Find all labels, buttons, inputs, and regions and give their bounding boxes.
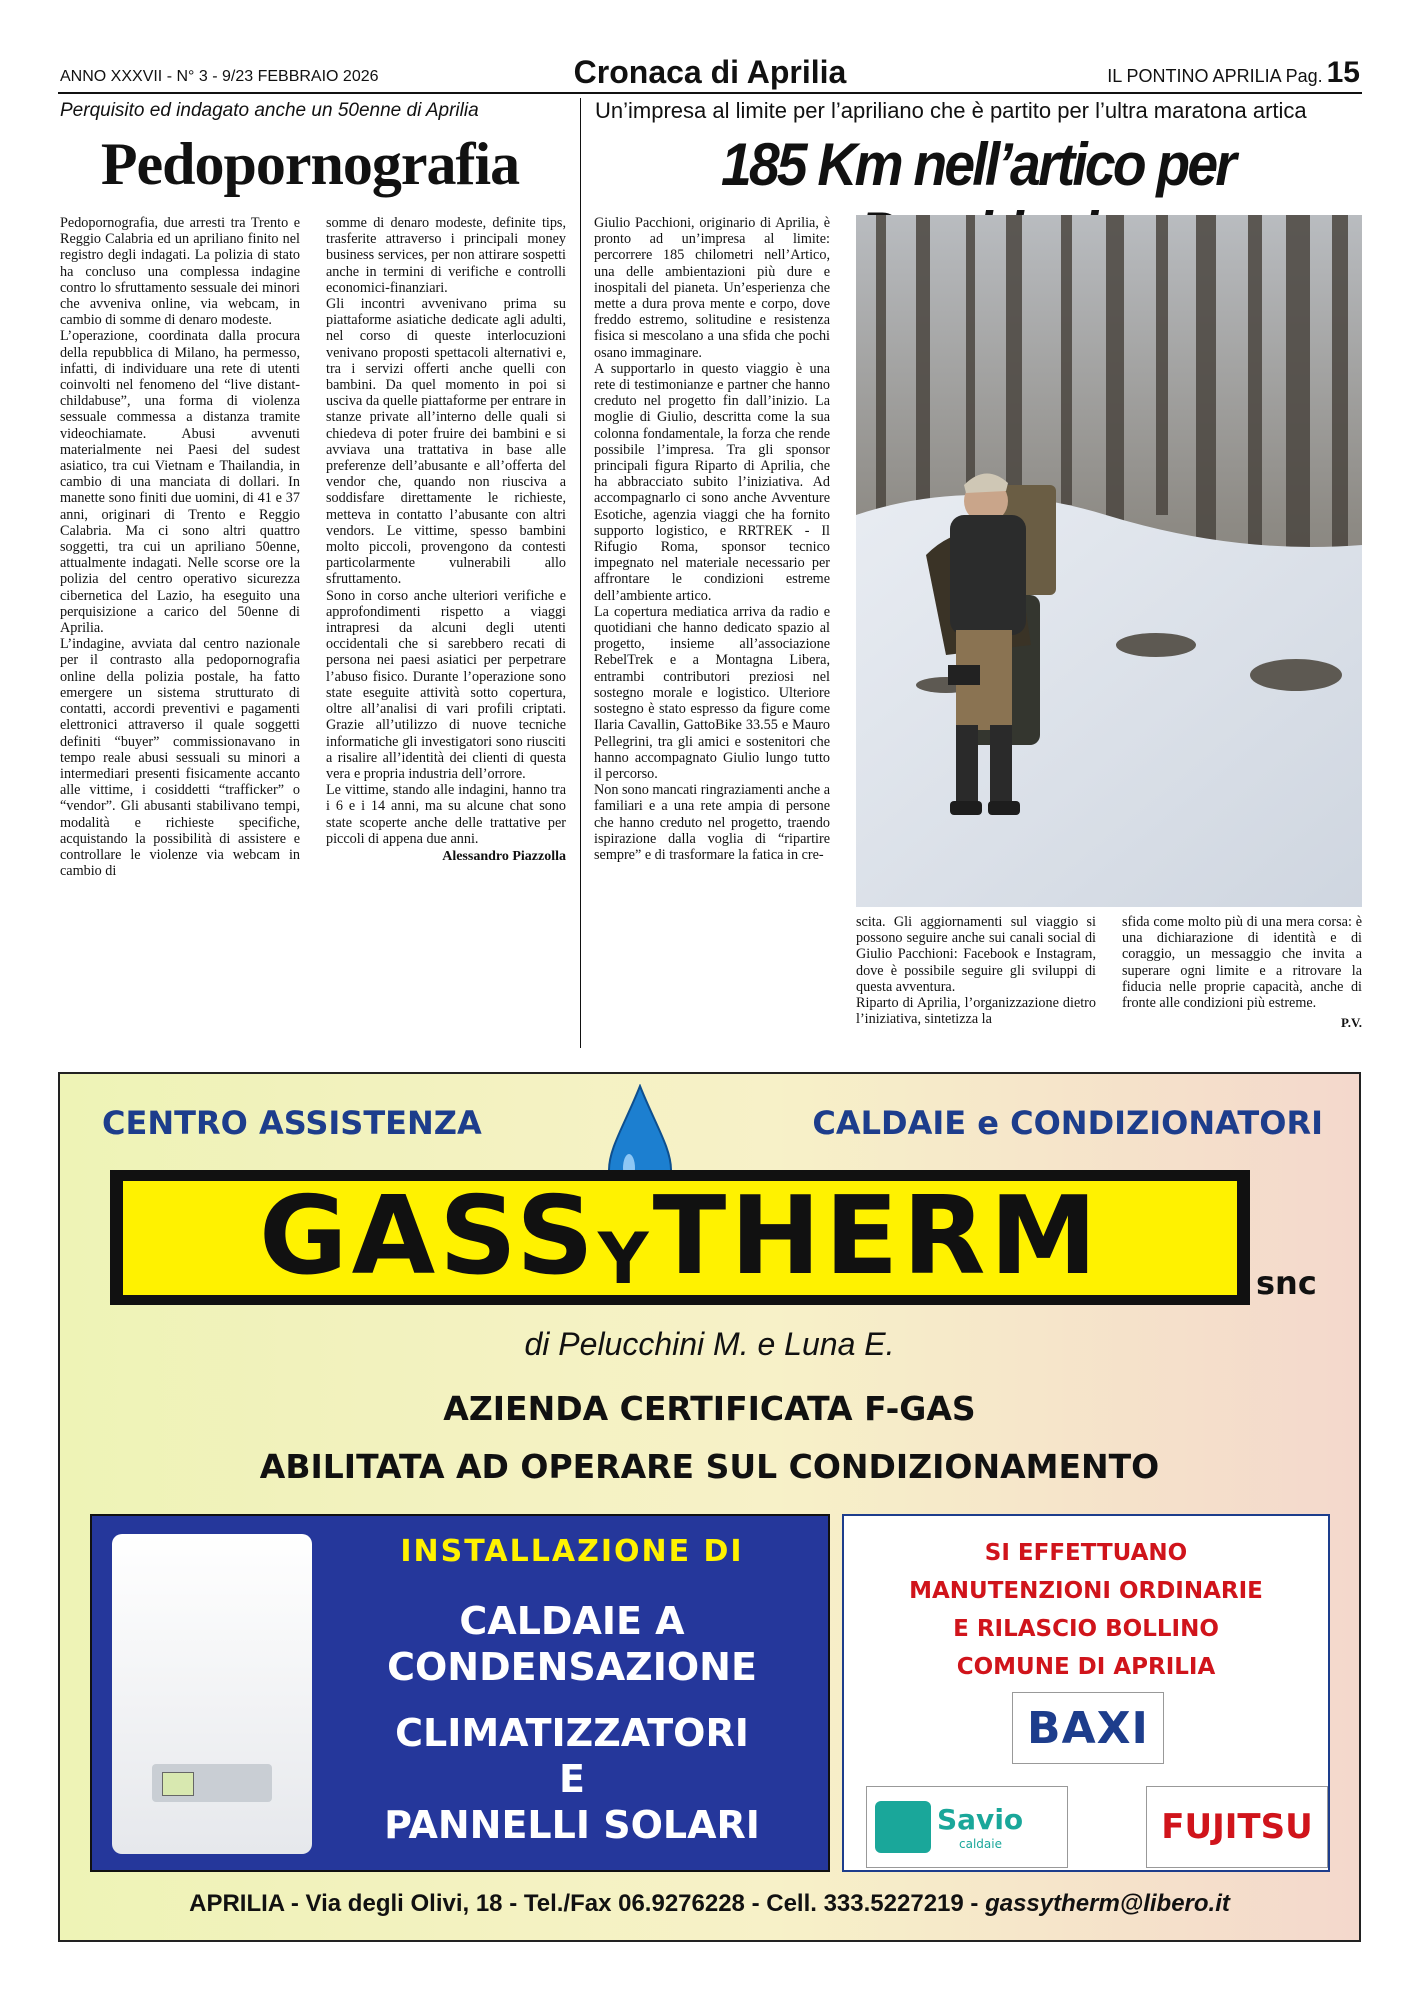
section-title: Cronaca di Aprilia xyxy=(573,54,847,90)
article2-column-3 xyxy=(1122,914,1362,1054)
article1-kicker: Perquisito ed indagato anche un 50enne di Aprilia xyxy=(60,100,479,121)
header-rule xyxy=(58,92,1362,94)
paragraph: Sono in corso anche ulteriori verifiche e approfondimenti rispetto a viaggi intrapresi da alcuni degli utenti occidentali che si sarebbero recati di persona nei paesi asiatici per perpetrare l’abuso fisico. Durante l’operazione sono state eseguite attività sotto copertura, oltre all’analisi di vari profili criptati. Grazie all’utilizzo di nuove tecniche informatiche gli investigatori sono riusciti a risalire all’identità dei clienti di questa vera e propria industria dell’orrore. xyxy=(326,587,566,782)
fujitsu-logo: FUJITSU xyxy=(1146,1786,1328,1868)
baxi-logo: BAXI xyxy=(1012,1692,1164,1764)
installation-panel xyxy=(90,1514,830,1872)
article2-column-1 xyxy=(594,215,830,1055)
issue-info: ANNO XXXVII - N° 3 - 9/23 FEBBRAIO 2026 xyxy=(60,68,379,85)
column-divider xyxy=(580,98,581,1048)
services-panel xyxy=(842,1514,1330,1872)
services-line: MANUTENZIONI ORDINARIE xyxy=(909,1578,1263,1604)
paper-label: IL PONTINO APRILIA Pag. xyxy=(1107,66,1323,86)
services-text xyxy=(844,1534,1328,1686)
paper-name xyxy=(1107,56,1360,90)
article1-byline: Alessandro Piazzolla xyxy=(442,848,566,864)
services-line: SI EFFETTUANO xyxy=(984,1540,1188,1566)
install-heading: INSTALLAZIONE DI xyxy=(400,1534,744,1569)
ad-certification: AZIENDA CERTIFICATA F-GAS xyxy=(443,1389,976,1428)
logo-part-2: THERM xyxy=(652,1173,1102,1299)
ad-qualification: ABILITATA AD OPERARE SUL CONDIZIONAMENTO xyxy=(259,1447,1160,1486)
paragraph: L’indagine, avviata dal centro nazionale per il contrasto alla pedopornografia online della polizia postale, ha fatto emergere un sistema strutturato di contatti, accordi preventivi e pagamenti elettronici attraverso il quale soggetti definiti “buyer” commissionavano in tempo reale abusi sessuali su minori a intermediari presenti fisicamente accanto alle vittime, i cosiddetti “trafficker” o “vendor”. Gli abusanti stabilivano tempi, modalità e richieste specifiche, acquistando la possibilità di assistere e controllare le violenze via webcam in cambio di xyxy=(60,636,300,880)
install-line: CALDAIE A xyxy=(459,1599,685,1643)
install-line: CONDENSAZIONE xyxy=(387,1645,757,1689)
paragraph: Riparto di Aprilia, l’organizzazione dietro l’iniziativa, sintetizza la xyxy=(856,995,1096,1028)
ad-address: APRILIA - Via degli Olivi, 18 - Tel./Fax 06.9276228 - Cell. 333.5227219 - xyxy=(189,1890,986,1917)
article2-initials: P.V. xyxy=(1341,1015,1362,1031)
paragraph: Gli incontri avvenivano prima su piattaforme asiatiche dedicate agli adulti, nel corso di queste interlocuzioni venivano proposti spettacoli alternativi e, tra i servizi offerti anche quelli con bambini. Da quel momento in poi si usciva da quelle piattaforme per entrare in stanze private all’interno delle quali si chiedeva di poter fruire dei bambini e si avviava una trattativa in base alle preferenze dell’abusante e all’offerta del vendor che, quando non riusciva a soddisfare direttamente le richieste, metteva in contatto l’abusante con altri vendors. Le vittime, spesso bambini molto piccoli, provengono da contesti particolarmente vulnerabili allo sfruttamento. xyxy=(326,296,566,588)
services-line: COMUNE DI APRILIA xyxy=(956,1654,1216,1680)
ad-headline-left: CENTRO ASSISTENZA xyxy=(102,1104,482,1142)
paragraph: somme di denaro modeste, definite tips, trasferite attraverso i principali money business services, per non attirare sospetti anche in termini di verifiche e controlli economici-finanziari. xyxy=(326,215,566,296)
paragraph: sfida come molto più di una mera corsa: è una dichiarazione di identità e di coraggio, un messaggio che invita a superare ogni limite e a ritrovare la fiducia nelle proprie capacità, anche di fronte alle condizioni più estreme. xyxy=(1122,914,1362,1012)
paragraph: Non sono mancati ringraziamenti anche a familiari e a una rete ampia di persone che hanno creduto nel progetto, traendo ispirazione dalla voglia di “ripartire sempre” e di trasformare la fatica in cre- xyxy=(594,782,830,863)
paragraph: La copertura mediatica arriva da radio e quotidiani che hanno dedicato spazio al progetto, insieme all’associazione RebelTrek e a Montagna Libera, entrambi contributori preziosi nel sostegno morale e logistico. Ulteriore sostegno è stato espresso da figure come Ilaria Cavallin, GattoBike 33.55 e Mauro Pellegrini, tra gli amici e sostenitori che hanno accompagnato Giulio lungo tutto il percorso. xyxy=(594,603,830,782)
savio-logo xyxy=(866,1786,1068,1868)
article2-column-2 xyxy=(856,914,1096,1054)
install-line: E xyxy=(559,1757,585,1801)
ad-email: gassytherm@libero.it xyxy=(985,1890,1230,1917)
company-type: snc xyxy=(1256,1264,1317,1302)
services-line: E RILASCIO BOLLINO xyxy=(953,1616,1219,1642)
paragraph: Pedopornografia, due arresti tra Trento e Reggio Calabria ed un apriliano finito nel registro degli indagati. La polizia di stato ha concluso una complessa indagine contro lo sfruttamento sessuale dei minori che avveniva online, via webcam, in cambio di somme di denaro modeste. xyxy=(60,215,300,329)
install-line: CLIMATIZZATORI xyxy=(395,1711,749,1755)
paragraph: A supportarlo in questo viaggio è una rete di testimonianze e partner che hanno creduto nel progetto fin dall’inizio. La moglie di Giulio, descritta come la sua colonna fondamentale, la forza che rende possibile l’impresa. Tra gli sponsor principali figura Riparto di Aprilia, che ha abbracciato subito l’iniziativa. Ad accompagnarlo ci sono anche Avventure Esotiche, agenzia viaggi che ha fornito supporto logistico, e RRTREK - Il Rifugio Roma, sponsor tecnico impegnato nel materiale necessario per affrontare le condizioni estreme dell’ambiente artico. xyxy=(594,360,830,604)
article1-column-1 xyxy=(60,215,300,1055)
install-line: PANNELLI SOLARI xyxy=(384,1803,760,1847)
paragraph: scita. Gli aggiornamenti sul viaggio si possono seguire anche sui canali social di Giulio Pacchioni: Facebook e Instagram, dove è possibile seguire gli sviluppi di questa avventura. xyxy=(856,914,1096,995)
hiker-photo xyxy=(856,215,1362,907)
article1-headline: Pedopornografia xyxy=(100,131,520,197)
ad-contact xyxy=(60,1890,1359,1918)
paragraph: L’operazione, coordinata dalla procura della repubblica di Milano, ha permesso, infatti, di individuare una rete di utenti coinvolti nel fenomeno del “live distant-childabuse”, una forma di violenza sessuale commessa a distanza tramite videochiamate. Abusi avvenuti materialmente nei Paesi del sudest asiatico, tra cui Vietnam e Thailandia, in cambio di una manciata di dollari. In manette sono finiti due uomini, di 41 e 37 anni, originari di Trento e Reggio Calabria. Ma ci sono altri quattro soggetti, tra cui un apriliano 50enne, attualmente indagati. Nelle scorse ore la polizia del centro operativo sicurezza cibernetica del Lazio, ha eseguito una perquisizione a carico del 50enne di Aprilia. xyxy=(60,328,300,637)
logo-part-1: GASS xyxy=(258,1173,598,1299)
article1-column-2 xyxy=(326,215,566,1055)
logo-part-y: Y xyxy=(597,1217,653,1300)
article2-kicker: Un’impresa al limite per l’apriliano che è partito per l’ultra maratona artica xyxy=(595,98,1307,123)
article2-headline: 185 Km nell’artico per xyxy=(721,131,1234,198)
savio-wordmark: Savio xyxy=(937,1803,1024,1836)
ad-owners: di Pelucchini M. e Luna E. xyxy=(524,1326,895,1362)
paragraph: Le vittime, stando alle indagini, hanno tra i 6 e i 14 anni, ma su alcune chat sono state scoperte anche delle trattative per piccoli di appena due anni. xyxy=(326,782,566,847)
boiler-image xyxy=(112,1534,312,1854)
ad-headline-right: CALDAIE e CONDIZIONATORI xyxy=(812,1104,1323,1142)
boiler-control-panel xyxy=(152,1764,272,1802)
page-number: 15 xyxy=(1326,56,1360,89)
gassytherm-logo xyxy=(120,1173,1240,1300)
savio-subtitle: caldaie xyxy=(959,1837,1002,1851)
paragraph: Giulio Pacchioni, originario di Aprilia, è pronto ad un’impresa al limite: percorrere 185 chilometri nell’Artico, una delle ambientazioni più dure e inospitali del pianeta. Un’esperienza che mette a dura prova mente e corpo, dove freddo estremo, solitudine e resistenza fisica si mescolano a una sfida che pochi osano immaginare. xyxy=(594,215,830,361)
gassytherm-advertisement xyxy=(58,1072,1361,1942)
savio-mark-icon xyxy=(875,1801,931,1853)
